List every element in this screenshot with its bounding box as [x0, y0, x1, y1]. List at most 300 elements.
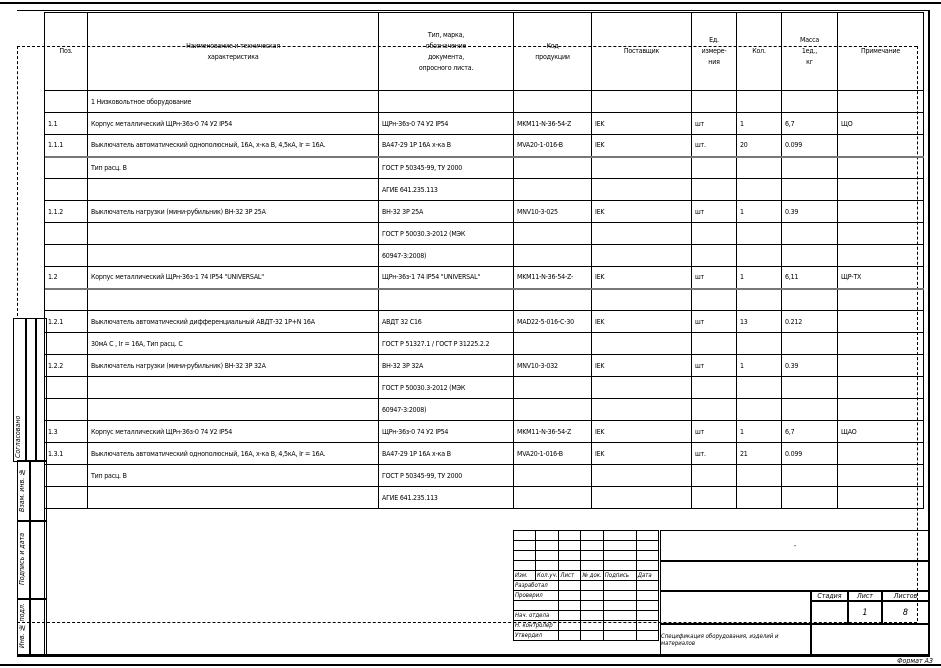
cell-unit — [692, 223, 737, 245]
revision-cell — [514, 541, 536, 551]
cell-mass: 6,11 — [782, 267, 838, 289]
stage-value — [810, 600, 849, 625]
cell-note: ЩР-ТХ — [838, 267, 924, 289]
cell-mass — [782, 157, 838, 179]
cell-name: 30мА С , Ir = 16А, Тип расц. С — [88, 333, 379, 355]
signature-role: Разработал — [514, 581, 559, 591]
cell-type: ГОСТ Р 50345-99, ТУ 2000 — [379, 157, 514, 179]
stamp-inv-orig-label: Инв. № подл. — [18, 603, 26, 649]
signature-cell — [581, 631, 603, 641]
cell-pos: 1.1 — [45, 113, 88, 135]
cell-unit — [692, 487, 737, 509]
cell-mass: 0.39 — [782, 201, 838, 223]
signature-cell — [559, 631, 581, 641]
cell-pos — [45, 223, 88, 245]
revision-cell — [559, 551, 581, 561]
signature-cell — [603, 581, 636, 591]
table-row — [45, 465, 924, 487]
signature-cell — [559, 591, 581, 601]
sheets-label: Листов — [881, 590, 930, 602]
cell-type: ВА47-29 1Р 16А х-ка В — [379, 135, 514, 157]
header-line: Примечание — [860, 47, 901, 55]
revision-column-label: Подпись — [603, 571, 636, 581]
header-line: измере- — [701, 47, 727, 55]
sheet-label: Лист — [847, 590, 883, 602]
cell-unit: шт. — [692, 135, 737, 157]
cell-pos: 1.1.1 — [45, 135, 88, 157]
table-row — [45, 201, 924, 223]
revision-column-label: Изм. — [514, 571, 536, 581]
revision-row — [514, 541, 659, 551]
cell-note — [838, 355, 924, 377]
cell-type: ЩРн-36з-1 74 IP54 "UNIVERSAL" — [379, 267, 514, 289]
cell-supplier — [592, 157, 692, 179]
signature-row — [514, 611, 659, 621]
stamp-sign-date-label: Подпись и дата — [18, 532, 26, 586]
revision-cell — [581, 561, 603, 571]
cell-name — [88, 399, 379, 421]
cell-note — [838, 311, 924, 333]
cell-mass — [782, 179, 838, 201]
cell-mass — [782, 377, 838, 399]
cell-supplier: IEK — [592, 113, 692, 135]
cell-pos: 1.1.2 — [45, 201, 88, 223]
cell-qty — [737, 465, 782, 487]
cell-type: ЩРн-36з-0 74 У2 IP54 — [379, 421, 514, 443]
table-row — [45, 399, 924, 421]
signature-cell — [603, 611, 636, 621]
cell-mass — [782, 289, 838, 311]
cell-code: MAD22-5-016-C-30 — [514, 311, 592, 333]
cell-mass: 0.39 — [782, 355, 838, 377]
signature-cell — [636, 581, 658, 591]
revision-column-label: № док. — [582, 572, 602, 579]
cell-unit: шт — [692, 201, 737, 223]
cell-mass — [782, 465, 838, 487]
signature-cell — [603, 601, 636, 611]
cell-type — [379, 91, 514, 113]
cell-unit — [692, 91, 737, 113]
header-unit — [692, 13, 737, 91]
cell-type: 60947-3:2008) — [379, 245, 514, 267]
sheet-value: 1 — [847, 600, 883, 625]
cell-type: АГИЕ 641.235.113 — [379, 487, 514, 509]
cell-note — [838, 245, 924, 267]
cell-supplier — [592, 245, 692, 267]
revision-cell — [514, 561, 536, 571]
signature-cell — [636, 601, 658, 611]
cell-qty: 20 — [737, 135, 782, 157]
cell-pos — [45, 399, 88, 421]
table-header-row — [45, 13, 924, 91]
cell-code — [514, 91, 592, 113]
revision-row — [514, 561, 659, 571]
signature-cell — [581, 621, 603, 631]
signature-cell — [636, 631, 658, 641]
cell-name — [88, 179, 379, 201]
signature-role: Утвердил — [514, 631, 559, 641]
cell-supplier: IEK — [592, 443, 692, 465]
cell-name: Корпус металлический ЩРн-36з-1 74 IP54 "UNIVERSAL" — [88, 267, 379, 289]
cell-note — [838, 465, 924, 487]
cell-qty — [737, 487, 782, 509]
cell-unit — [692, 377, 737, 399]
signature-cell — [559, 581, 581, 591]
cell-code — [514, 465, 592, 487]
revision-grid — [513, 530, 659, 641]
cell-code — [514, 157, 592, 179]
cell-note — [838, 333, 924, 355]
signature-cell — [603, 631, 636, 641]
cell-note — [838, 179, 924, 201]
signature-row — [514, 621, 659, 631]
cell-qty — [737, 399, 782, 421]
table-row — [45, 487, 924, 509]
cell-note — [838, 135, 924, 157]
cell-unit — [692, 289, 737, 311]
header-line: ния — [708, 58, 720, 66]
cell-pos — [45, 377, 88, 399]
stamp-cell — [35, 318, 47, 462]
organization-cell — [810, 623, 930, 657]
signature-cell — [559, 611, 581, 621]
cell-code: MVA20-1-016-B — [514, 443, 592, 465]
header-line: Код — [546, 41, 559, 50]
cell-qty — [737, 333, 782, 355]
revision-cell — [536, 551, 559, 561]
cell-pos: 1.2 — [45, 267, 88, 289]
signature-cell — [603, 591, 636, 601]
header-line: обозначение — [425, 41, 467, 50]
signature-role — [514, 601, 559, 611]
header-supplier — [592, 13, 692, 91]
cell-pos — [45, 245, 88, 267]
cell-pos — [45, 289, 88, 311]
cell-code — [514, 179, 592, 201]
specification-table — [44, 12, 924, 509]
signature-role: Проверил — [514, 591, 559, 601]
revision-cell — [559, 541, 581, 551]
cell-name — [88, 377, 379, 399]
cell-qty: 21 — [737, 443, 782, 465]
cell-note — [838, 399, 924, 421]
cell-qty: 1 — [737, 355, 782, 377]
cell-unit — [692, 399, 737, 421]
cell-code: MVA20-1-016-B — [514, 135, 592, 157]
signature-row — [514, 591, 659, 601]
revision-header-row — [514, 571, 659, 581]
cell-note — [838, 157, 924, 179]
cell-supplier: IEK — [592, 201, 692, 223]
revision-cell — [636, 541, 658, 551]
stage-label: Стадия — [810, 590, 849, 602]
table-row — [45, 355, 924, 377]
cell-supplier: IEK — [592, 135, 692, 157]
cell-type — [379, 289, 514, 311]
cell-unit — [692, 157, 737, 179]
header-note — [838, 13, 924, 91]
cell-pos — [45, 465, 88, 487]
cell-unit: шт — [692, 267, 737, 289]
cell-code — [514, 487, 592, 509]
revision-column-label: Кол.уч. — [537, 572, 558, 579]
header-line: опросного листа. — [418, 63, 474, 72]
cell-unit: шт — [692, 355, 737, 377]
cell-qty: 1 — [737, 113, 782, 135]
header-code — [514, 13, 592, 91]
cell-unit: шт — [692, 311, 737, 333]
cell-mass — [782, 399, 838, 421]
table-body — [45, 91, 924, 509]
cell-pos: 1.2.2 — [45, 355, 88, 377]
cell-supplier — [592, 377, 692, 399]
revision-row — [514, 551, 659, 561]
cell-supplier — [592, 289, 692, 311]
cell-supplier: IEK — [592, 421, 692, 443]
cell-supplier — [592, 91, 692, 113]
header-line: Тип, марка, — [427, 30, 465, 39]
cell-code: MKM11-N-36-54-Z- — [514, 267, 592, 289]
header-pos — [45, 13, 88, 91]
cell-note: ЩО — [838, 113, 924, 135]
cell-type: АГИЕ 641.235.113 — [379, 179, 514, 201]
signature-row — [514, 631, 659, 641]
cell-code — [514, 377, 592, 399]
cell-code — [514, 333, 592, 355]
header-mass — [782, 13, 838, 91]
table-row — [45, 245, 924, 267]
signature-cell — [636, 591, 658, 601]
cell-unit — [692, 465, 737, 487]
cell-mass: 0.212 — [782, 311, 838, 333]
cell-note — [838, 289, 924, 311]
revision-cell — [581, 541, 603, 551]
cell-type: ГОСТ Р 50030.3-2012 (МЭК — [379, 223, 514, 245]
revision-cell — [636, 551, 658, 561]
body-left-line — [44, 12, 45, 655]
cell-unit: шт — [692, 113, 737, 135]
cell-qty: 1 — [737, 267, 782, 289]
table-row — [45, 333, 924, 355]
table-row — [45, 421, 924, 443]
header-line: Кол. — [752, 47, 766, 55]
revision-column-label: Лист — [559, 571, 581, 581]
cell-name: Выключатель автоматический однополюсный, 16А, х-ка В, 4,5кА, Ir = 16А. — [88, 443, 379, 465]
format-label: Формат А3 — [897, 657, 933, 665]
revision-cell — [581, 551, 603, 561]
cell-supplier — [592, 487, 692, 509]
cell-qty: 1 — [737, 201, 782, 223]
cell-type: ВН-32 3Р 32А — [379, 355, 514, 377]
cell-supplier — [592, 179, 692, 201]
cell-note — [838, 487, 924, 509]
header-line: кг — [806, 58, 813, 66]
cell-supplier — [592, 223, 692, 245]
cell-qty — [737, 289, 782, 311]
cell-code: MKM11-N-36-54-Z — [514, 421, 592, 443]
cell-note — [838, 201, 924, 223]
signature-cell — [603, 621, 636, 631]
header-line: документа, — [427, 52, 464, 61]
stamp-agreed-label: Согласовано — [14, 415, 22, 458]
cell-name: Выключатель нагрузки (мини-рубильник) ВН-32 3Р 32А — [88, 355, 379, 377]
cell-name: Корпус металлический ЩРн-36з-0 74 У2 IP54 — [88, 113, 379, 135]
cell-qty — [737, 223, 782, 245]
signature-cell — [581, 581, 603, 591]
cell-pos: 1.2.1 — [45, 311, 88, 333]
table-row — [45, 223, 924, 245]
signature-cell — [581, 601, 603, 611]
cell-type: ГОСТ Р 51327.1 / ГОСТ Р 31225.2.2 — [379, 333, 514, 355]
header-line: 1ед., — [801, 47, 818, 55]
cell-unit: шт. — [692, 443, 737, 465]
revision-cell — [603, 561, 636, 571]
table-row — [45, 289, 924, 311]
revision-cell — [559, 531, 581, 541]
signature-cell — [636, 621, 658, 631]
table-row — [45, 267, 924, 289]
header-line: Поз. — [59, 47, 73, 55]
cell-qty — [737, 91, 782, 113]
cell-name — [88, 487, 379, 509]
signature-row — [514, 581, 659, 591]
revision-cell — [536, 561, 559, 571]
cell-note — [838, 377, 924, 399]
cell-pos — [45, 333, 88, 355]
table-row — [45, 157, 924, 179]
cell-unit — [692, 179, 737, 201]
cell-note — [838, 223, 924, 245]
cell-unit — [692, 245, 737, 267]
table-row — [45, 443, 924, 465]
cell-name: 1 Низковольтное оборудование — [88, 91, 379, 113]
cell-code: MNV10-3-032 — [514, 355, 592, 377]
revision-cell — [636, 531, 658, 541]
revision-cell — [603, 551, 636, 561]
cell-type: ЩРн-36з-0 74 У2 IP54 — [379, 113, 514, 135]
cell-code — [514, 399, 592, 421]
cell-name: Корпус металлический ЩРн-36з-0 74 У2 IP54 — [88, 421, 379, 443]
revision-cell — [536, 541, 559, 551]
table-row — [45, 91, 924, 113]
revision-cell — [581, 531, 603, 541]
cell-type: ГОСТ Р 50345-99, ТУ 2000 — [379, 465, 514, 487]
cell-name: Тип расц. В — [88, 157, 379, 179]
cell-qty — [737, 157, 782, 179]
revision-cell — [603, 541, 636, 551]
cell-name: Тип расц. В — [88, 465, 379, 487]
cell-mass: 0.099 — [782, 135, 838, 157]
cell-type: 60947-3:2008) — [379, 399, 514, 421]
header-line: Масса — [799, 36, 820, 44]
revision-cell — [603, 531, 636, 541]
revision-cell — [514, 551, 536, 561]
revision-row — [514, 531, 659, 541]
cell-name: Выключатель автоматический однополюсный, 16А, х-ка В, 4,5кА, Ir = 16А. — [88, 135, 379, 157]
cell-unit: шт — [692, 421, 737, 443]
revision-column-label: Дата — [636, 571, 658, 581]
cell-code: MKM11-N-36-54-Z — [514, 113, 592, 135]
cell-mass — [782, 333, 838, 355]
signature-role: Н. контролер — [514, 621, 559, 631]
table-row — [45, 179, 924, 201]
cell-code: MNV10-3-025 — [514, 201, 592, 223]
cell-mass: 6,7 — [782, 421, 838, 443]
header-line: Поставщик — [623, 47, 660, 55]
cell-code — [514, 223, 592, 245]
signature-cell — [559, 621, 581, 631]
cell-mass — [782, 91, 838, 113]
fold-line-left — [17, 46, 18, 316]
revision-cell — [636, 561, 658, 571]
table-row — [45, 113, 924, 135]
table-row — [45, 377, 924, 399]
cell-note — [838, 443, 924, 465]
revision-cell — [536, 531, 559, 541]
doc-code: - — [660, 530, 930, 562]
header-line: Наименование и техническая — [186, 41, 280, 50]
cell-code — [514, 245, 592, 267]
cell-supplier: IEK — [592, 267, 692, 289]
cell-mass — [782, 245, 838, 267]
cell-pos: 1.3.1 — [45, 443, 88, 465]
table-row — [45, 135, 924, 157]
header-qty — [737, 13, 782, 91]
sheets-value: 8 — [881, 600, 930, 625]
signature-role: Нач. отдела — [514, 611, 559, 621]
title-block — [513, 530, 929, 655]
cell-pos — [45, 179, 88, 201]
table-row — [45, 311, 924, 333]
cell-pos: 1.3 — [45, 421, 88, 443]
cell-qty — [737, 377, 782, 399]
sheet-top-border — [0, 2, 941, 4]
header-name — [88, 13, 379, 91]
cell-mass: 6,7 — [782, 113, 838, 135]
cell-supplier: IEK — [592, 355, 692, 377]
cell-type: ВА47-29 1Р 16А х-ка В — [379, 443, 514, 465]
cell-name — [88, 289, 379, 311]
sheet-bottom-border — [0, 664, 941, 666]
cell-supplier — [592, 465, 692, 487]
side-stamp — [13, 318, 45, 655]
cell-name: Выключатель нагрузки (мини-рубильник) ВН-32 3Р 25А — [88, 201, 379, 223]
cell-note: ЩАО — [838, 421, 924, 443]
stamp-inv-replace-label: Взам. инв. № — [18, 467, 26, 513]
signature-cell — [559, 601, 581, 611]
cell-supplier — [592, 333, 692, 355]
cell-qty — [737, 245, 782, 267]
signature-row — [514, 601, 659, 611]
cell-code — [514, 289, 592, 311]
cell-qty: 1 — [737, 421, 782, 443]
signature-cell — [581, 611, 603, 621]
cell-name — [88, 245, 379, 267]
cell-type: ГОСТ Р 50030.3-2012 (МЭК — [379, 377, 514, 399]
cell-unit — [692, 333, 737, 355]
cell-note — [838, 91, 924, 113]
header-type — [379, 13, 514, 91]
header-line: продукции — [535, 52, 570, 61]
cell-name — [88, 223, 379, 245]
header-line: Ед. — [709, 36, 719, 44]
cell-mass — [782, 487, 838, 509]
cell-type: АВДТ 32 С16 — [379, 311, 514, 333]
cell-qty: 13 — [737, 311, 782, 333]
cell-pos — [45, 91, 88, 113]
signature-cell — [581, 591, 603, 601]
doc-title: Спецификация оборудования, изделий и материалов — [660, 623, 812, 657]
